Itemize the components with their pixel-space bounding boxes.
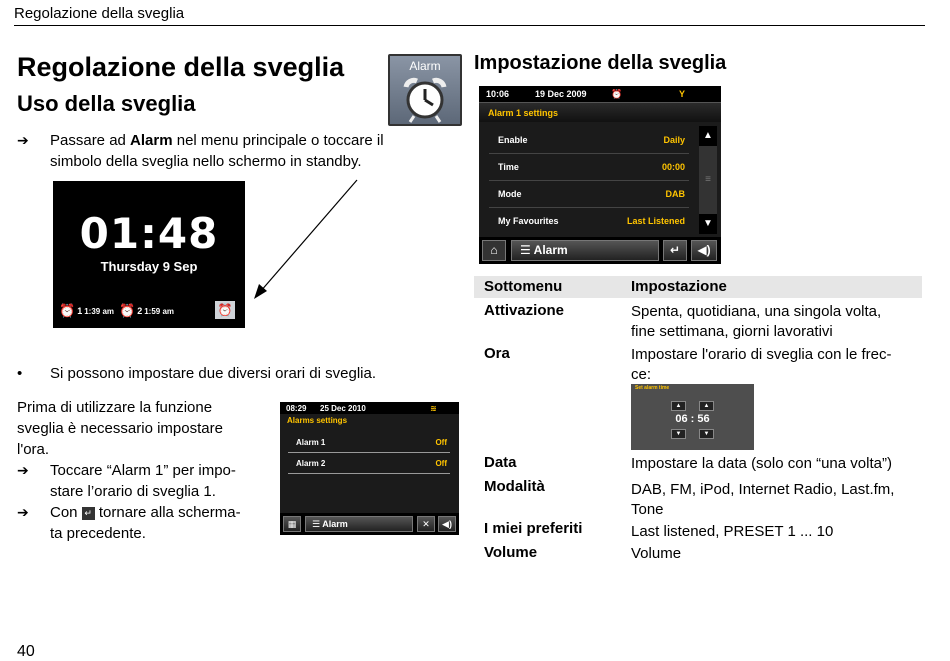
settings-row-label: My Favourites [498,216,559,226]
signal-icon: Y [679,89,686,99]
table-key: Ora [484,345,510,362]
alarm-1-index: 1 [77,306,83,316]
table-value-line: ce: [631,366,652,383]
table-value-line: Impostare l'orario di sveglia con le frec- [631,346,892,363]
minute-up-icon[interactable]: ▲ [699,401,714,411]
alarm-menu-label: Alarm [322,519,348,529]
settings-row-value: 00:00 [661,162,685,172]
alarm-menu-label: Alarm [533,243,568,257]
alarm-2-time: 1:59 am [144,306,174,316]
settings-row-label: Enable [498,135,528,145]
settings-row-value: Daily [663,135,685,145]
table-value [631,544,921,564]
page-title: Regolazione della sveglia [17,52,345,82]
table-value-line: DAB, FM, iPod, Internet Radio, Last.fm, [631,481,895,498]
step-2-line: ta precedente. [50,525,146,542]
running-header: Regolazione della sveglia [14,5,185,22]
step-1-line: Toccare “Alarm 1” per impo- [50,462,236,479]
settings-row-value: Last Listened [626,216,685,226]
alarm-row-label: Alarm 2 [296,459,326,468]
scrollbar[interactable] [699,126,717,234]
grid-icon[interactable]: ▦ [283,516,301,532]
table-value [631,302,921,342]
screen-title [479,103,721,122]
set-time-digits [631,413,754,425]
close-icon[interactable]: ✕ [417,516,435,532]
step-1 [50,460,280,502]
table-value-line: fine settimana, giorni lavorativi [631,323,833,340]
alarm-row-value: Off [435,459,447,468]
settings-row-label: Mode [498,189,522,199]
arrow-marker-icon: ➔ [17,132,29,148]
intro-line: sveglia è necessario impostare [17,420,223,437]
column-header: Sottomenu [484,278,563,295]
settings-row-label: Time [498,162,519,172]
instruction-1-before: Passare ad [50,132,131,149]
settings-row-enable[interactable] [489,126,689,154]
table-value [631,345,921,385]
standby-screen [53,181,245,328]
alarm-2-index: 2 [137,306,143,316]
settings-row-mode[interactable] [489,180,689,208]
bullet-text: Si possono impostare due diversi orari di sveglia. [50,365,376,382]
wifi-icon: ≋ [430,404,437,413]
hours-value: 06 [675,413,688,425]
alarm-row[interactable] [288,453,450,474]
arrow-marker-icon: ➔ [17,462,29,478]
step-2 [50,502,280,544]
instruction-1 [50,130,435,172]
back-icon[interactable]: ↵ [663,240,687,261]
intro-line: Prima di utilizzare la funzione [17,399,213,416]
bottom-bar [479,237,721,264]
alarm-icon-label: Alarm [409,59,441,73]
table-value-line: Impostare la data (solo con “una volta”) [631,455,892,472]
table-key: Modalità [484,478,545,495]
hour-up-icon[interactable]: ▲ [671,401,686,411]
back-icon: ↵ [82,507,95,520]
status-date: 25 Dec 2010 [320,404,366,413]
table-key: I miei preferiti [484,520,583,537]
status-bar [280,402,459,414]
table-header [474,276,922,298]
page-number: 40 [17,643,35,660]
hour-down-icon[interactable]: ▼ [671,429,686,439]
alarm-row[interactable] [288,432,450,453]
settings-row-value: DAB [665,189,685,199]
table-value-line: Tone [631,501,664,518]
step-1-line: stare l’orario di sveglia 1. [50,483,216,500]
set-alarm-time-screen [631,384,754,450]
status-time: 08:29 [286,404,307,413]
table-key: Attivazione [484,302,565,319]
alarm-menu-button[interactable]: ☰ Alarm [511,240,659,261]
alarm-row-value: Off [435,438,447,447]
bullet-marker: • [17,365,23,382]
volume-icon[interactable]: ◀) [438,516,456,532]
table-value-line: Last listened, PRESET 1 ... 10 [631,523,834,540]
page-subtitle: Uso della sveglia [17,91,196,116]
alarm-1-time: 1:39 am [84,306,114,316]
table-value [631,454,921,474]
table-value [631,522,921,542]
pointer-arrow [250,178,362,300]
step-2-after: tornare alla scherma- [94,504,241,521]
alarm-row-label: Alarm 1 [296,438,326,447]
alarm-clock-icon [390,72,460,124]
screen-title-text: Alarms settings [287,416,348,425]
right-section-title: Impostazione della sveglia [474,52,727,74]
scroll-up-icon[interactable]: ▲ [699,126,717,146]
settings-row-time[interactable] [489,153,689,181]
status-date: 19 Dec 2009 [535,89,587,99]
alarm-clock-icon: ⏰ [59,303,76,318]
minute-down-icon[interactable]: ▼ [699,429,714,439]
alarm-shortcut-icon[interactable]: ⏰ [215,301,235,319]
alarm-clock-icon: ⏰ [119,303,136,318]
volume-icon[interactable]: ◀) [691,240,717,261]
home-icon[interactable]: ⌂ [482,240,506,261]
scroll-thumb[interactable]: ≡ [705,174,711,185]
alarm-menu-button[interactable]: ☰ Alarm [305,516,413,532]
settings-row-favourites[interactable] [489,207,689,234]
table-value [631,480,921,520]
minutes-value: 56 [697,413,710,425]
alarm-icon [388,54,462,126]
table-value-line: Spenta, quotidiana, una singola volta, [631,303,882,320]
screen-title [280,414,459,428]
table-value-line: Volume [631,545,682,562]
intro-paragraph [17,397,277,460]
intro-line: l'ora. [17,441,50,458]
set-time-title: Set alarm time [635,385,670,391]
table-key: Volume [484,544,538,561]
standby-alarms [59,303,174,319]
alarm-clock-icon: ⏰ [611,89,623,99]
screen-title-text: Alarm 1 settings [488,108,559,118]
instruction-1-after: nel menu principale o toccare il simbolo della sveglia nello schermo in standby. [50,132,384,170]
alarms-settings-screen [280,402,459,535]
arrow-marker-icon: ➔ [17,504,29,520]
alarm-1-settings-screen [479,86,721,264]
header-rule [14,25,925,26]
bottom-bar [280,513,459,535]
status-time: 10:06 [486,89,510,99]
standby-date: Thursday 9 Sep [100,259,198,274]
column-header: Impostazione [631,278,727,295]
time-separator: : [690,413,695,425]
standby-time: 01:48 [79,209,219,258]
step-2-before: Con [50,504,82,521]
scroll-down-icon[interactable]: ▼ [699,214,717,234]
instruction-1-bold: Alarm [130,132,173,149]
table-key: Data [484,454,517,471]
status-bar [479,86,721,103]
